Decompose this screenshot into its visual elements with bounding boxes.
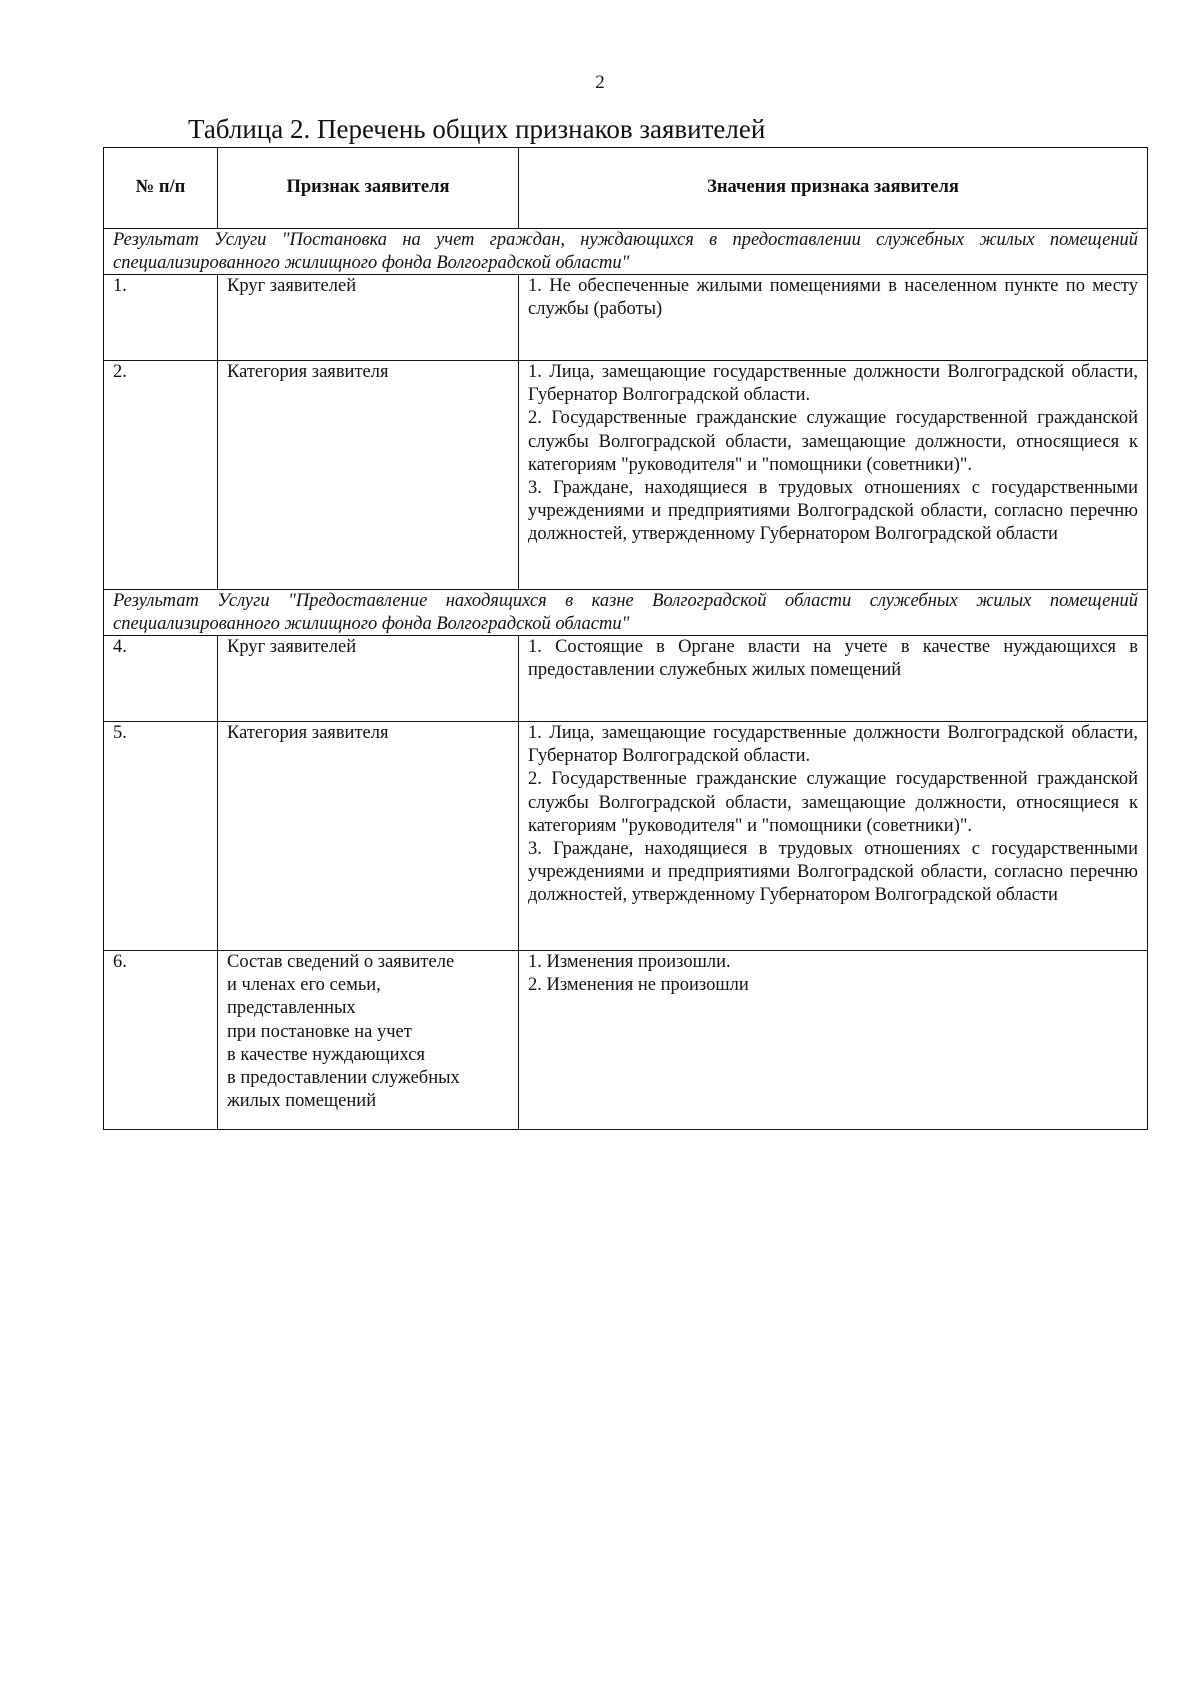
value-item: 2. Изменения не произошли bbox=[528, 975, 749, 996]
criterion-line: в качестве нуждающихся bbox=[227, 1044, 425, 1065]
row-criterion: Круг заявителей bbox=[218, 636, 519, 722]
value-item: 3. Граждане, находящиеся в трудовых отношениях с государственными учреждениями и предприятиями Волгоградской области, согласно перечню должностей, утвержденному Губернатором Волгоградской области bbox=[528, 478, 1138, 545]
table-row bbox=[104, 951, 1148, 1130]
row-criterion: Категория заявителя bbox=[218, 361, 519, 590]
table-row bbox=[104, 636, 1148, 722]
value-item: 1. Лица, замещающие государственные должности Волгоградской области, Губернатор Волгоградской области. bbox=[528, 723, 1138, 767]
header-number: № п/п bbox=[104, 148, 218, 229]
table-header-row bbox=[104, 148, 1148, 229]
criterion-line: в предоставлении служебных bbox=[227, 1068, 460, 1089]
section-row bbox=[104, 590, 1148, 636]
table-row bbox=[104, 722, 1148, 951]
section-row bbox=[104, 229, 1148, 275]
section-title-provision: Результат Услуги "Предоставление находящихся в казне Волгоградской области служебных жилых помещений специализированного жилищного фонда Волгоградской области" bbox=[104, 590, 1148, 636]
value-item: 1. Лица, замещающие государственные должности Волгоградской области, Губернатор Волгоградской области. bbox=[528, 362, 1138, 406]
row-values bbox=[519, 275, 1148, 361]
header-criterion: Признак заявителя bbox=[218, 148, 519, 229]
table-row bbox=[104, 361, 1148, 590]
value-item: 1. Изменения произошли. bbox=[528, 952, 731, 972]
row-criterion: Круг заявителей bbox=[218, 275, 519, 361]
row-number: 4. bbox=[104, 636, 218, 722]
value-item: 1. Не обеспеченные жилыми помещениями в населенном пункте по месту службы (работы) bbox=[528, 276, 1138, 320]
header-values: Значения признака заявителя bbox=[519, 148, 1148, 229]
applicant-criteria-table bbox=[103, 147, 1148, 1130]
row-number: 2. bbox=[104, 361, 218, 590]
page-number: 2 bbox=[595, 72, 605, 93]
criterion-line: при постановке на учет bbox=[227, 1021, 412, 1042]
row-criterion: Категория заявителя bbox=[218, 722, 519, 951]
criterion-line: жилых помещений bbox=[227, 1091, 377, 1112]
value-item: 3. Граждане, находящиеся в трудовых отношениях с государственными учреждениями и предприятиями Волгоградской области, согласно перечню должностей, утвержденному Губернатором Волгоградской области bbox=[528, 839, 1138, 906]
row-number: 6. bbox=[104, 951, 218, 1130]
table-title: Таблица 2. Перечень общих признаков заявителей bbox=[188, 114, 766, 144]
value-item: 1. Состоящие в Органе власти на учете в качестве нуждающихся в предоставлении служебных жилых помещений bbox=[528, 637, 1138, 681]
criterion-line: Состав сведений о заявителе bbox=[227, 952, 455, 972]
row-criterion bbox=[218, 951, 519, 1130]
row-values bbox=[519, 722, 1148, 951]
row-number: 5. bbox=[104, 722, 218, 951]
value-item: 2. Государственные гражданские служащие государственной гражданской службы Волгоградской области, замещающие должности, относящиеся к категориям "руководителя" и "помощники (советники)". bbox=[528, 769, 1138, 836]
section-title-registration: Результат Услуги "Постановка на учет граждан, нуждающихся в предоставлении служебных жилых помещений специализированного жилищного фонда Волгоградской области" bbox=[104, 229, 1148, 275]
row-values bbox=[519, 361, 1148, 590]
criterion-line: и членах его семьи, bbox=[227, 975, 381, 996]
criterion-line: представленных bbox=[227, 998, 356, 1019]
row-number: 1. bbox=[104, 275, 218, 361]
row-values bbox=[519, 951, 1148, 1130]
table-row bbox=[104, 275, 1148, 361]
value-item: 2. Государственные гражданские служащие государственной гражданской службы Волгоградской области, замещающие должности, относящиеся к категориям "руководителя" и "помощники (советники)". bbox=[528, 408, 1138, 475]
row-values bbox=[519, 636, 1148, 722]
